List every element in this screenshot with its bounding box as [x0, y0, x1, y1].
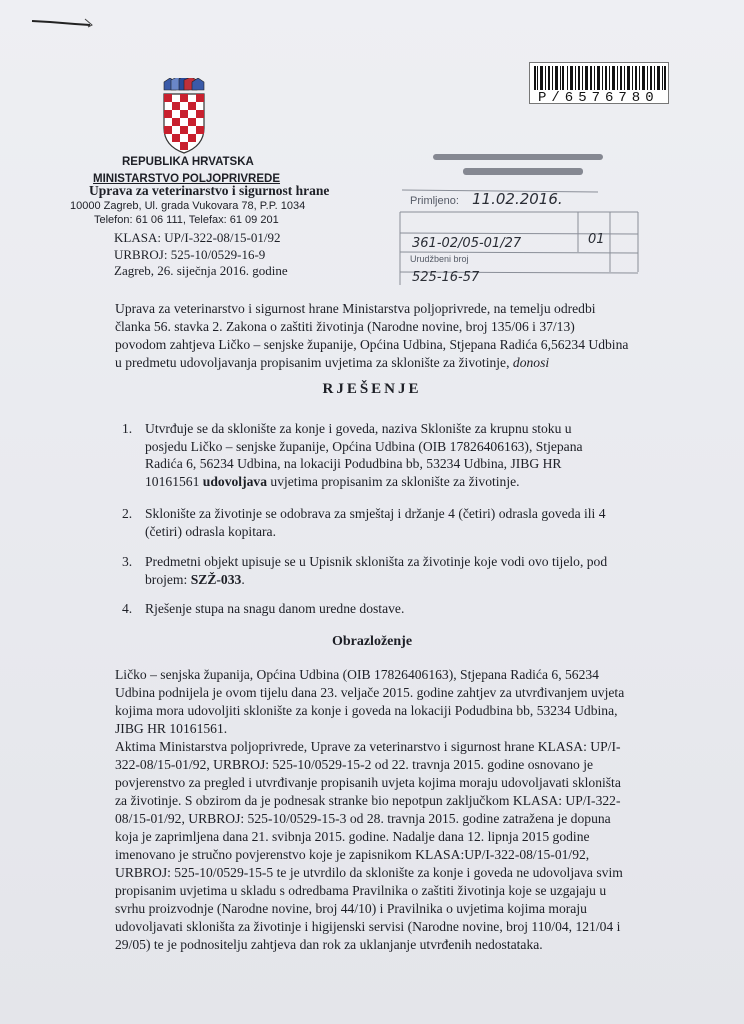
explanation-line: Udbina podnijela je ovom tijelu dana 23. veljače 2015. godine zahtjev za utvrđivanjem uvjeta — [115, 685, 625, 700]
barcode — [529, 62, 669, 104]
explanation-line: udovoljavati skloništa za životinje i higijenski servisi (Narodne novine, broj 110/04, 121/04 i — [115, 919, 621, 934]
klasa: KLASA: UP/I-322-08/15-01/92 — [114, 230, 281, 245]
stamp-org: 01 — [588, 232, 605, 247]
explanation-line: imenovano je stručno povjerenstvo koje je zapisnikom KLASA:UP/I-322-08/15-01/92, — [115, 847, 590, 862]
stamp-class-number: 361-02/05-01/27 — [412, 236, 522, 251]
explanation-line: 08/15-01/92, URBROJ: 525-10/0529-15-3 od 28. travnja 2015. godine zatražena je dopuna — [115, 811, 611, 826]
explanation-line: koja je zaprimljena dana 21. svibnja 2015. godine. Nadalje dana 12. lipnja 2015 godine — [115, 829, 590, 844]
address: 10000 Zagreb, Ul. grada Vukovara 78, P.P. 1034 — [70, 200, 306, 212]
explanation-line: JIBG HR 10161561. — [115, 721, 228, 736]
list-item — [115, 600, 675, 618]
intro-text: u predmetu udovoljavanja propisanim uvjetima za sklonište za životinje, — [115, 355, 513, 370]
item-number: 1. — [122, 421, 133, 436]
item-line: Rješenje stupa na snagu danom uredne dostave. — [145, 601, 405, 616]
item-number: 3. — [122, 554, 133, 569]
item-bold: SZŽ-033 — [190, 571, 242, 587]
list-item — [115, 505, 675, 541]
item-line — [145, 473, 670, 491]
received-stamp — [398, 140, 648, 290]
item-line: Utvrđuje se da sklonište za konje i goveda, naziva Sklonište za krupnu stoku u — [145, 421, 572, 436]
item-line: Radića 6, 56234 Udbina, na lokaciji Podudbina bb, 53234 Udbina, JIBG HR — [145, 456, 562, 472]
item-bold: udovoljava — [202, 473, 267, 489]
directorate-name: Uprava za veterinarstvo i sigurnost hrane — [89, 183, 330, 198]
item-line: Sklonište za životinje se odobrava za smještaj i držanje 4 (četiri) odrasla goveda ili 4 — [145, 506, 606, 521]
barcode-bars — [534, 66, 666, 90]
explanation-line: za životinje. S obzirom da je podnesak stranke bio nepotpun zaključkom KLASA: UP/I-322- — [115, 793, 621, 808]
explanation-line: URBROJ: 525-10/0529-15-5 te je utvrdilo da sklonište za konje i goveda ne udovoljava svim — [115, 865, 623, 880]
intro-line: povodom zahtjeva Ličko – senjske županije, Općina Udbina, Stjepana Radića 6,56234 Udbina — [115, 337, 629, 352]
ministry-name: MINISTARSTVO POLJOPRIVREDE — [93, 173, 281, 185]
item-line — [145, 571, 670, 589]
decision-title: RJEŠENJE — [322, 381, 422, 397]
explanation-line: svrhu proizvodnje (Narodne novine, broj 44/10) i Pravilnika o uvjetima kojima moraju — [115, 901, 587, 916]
item-number: 2. — [122, 506, 133, 521]
item-number: 4. — [122, 601, 133, 616]
explanation-line: Ličko – senjska županija, Općina Udbina (OIB 17826406163), Stjepana Radića 6, 56234 — [115, 667, 599, 682]
barcode-number: P/6576780 — [538, 90, 659, 106]
intro-line — [115, 354, 670, 372]
list-item — [115, 420, 675, 492]
explanation-line: Aktima Ministarstva poljoprivrede, Uprave za veterinarstvo i sigurnost hrane KLASA: UP/I- — [115, 739, 621, 754]
stamp-received-label: Primljeno: — [410, 195, 459, 207]
stamp-org-unit: Urudžbeni broj — [410, 254, 469, 264]
stamp-reg-number: 525-16-57 — [412, 270, 480, 285]
explanation-line: propisanim uvjetima u skladu s odredbama Pravilnika o zaštiti životinja koje se uzgajaju u — [115, 883, 607, 898]
intro-line: članka 56. stavka 2. Zakona o zaštiti životinja (Narodne novine, broj 135/06 i 37/13) — [115, 319, 575, 334]
urbroj: URBROJ: 525-10/0529-16-9 — [114, 247, 266, 262]
item-line: (četiri) odrasla kopitara. — [145, 523, 276, 539]
item-text: uvjetima propisanim za sklonište za životinje. — [267, 473, 520, 489]
document-date: Zagreb, 26. siječnja 2016. godine — [114, 263, 288, 278]
phone-fax: Telefon: 61 06 111, Telefax: 61 09 201 — [94, 214, 279, 226]
explanation-line: 29/05) te je podnositelju zahtjeva dan rok za uklanjanje utvrđenih nedostataka. — [115, 937, 543, 952]
intro-line: Uprava za veterinarstvo i sigurnost hrane Ministarstva poljoprivrede, na temelju odredbi — [115, 301, 596, 316]
pen-mark — [30, 16, 100, 28]
item-text: 10161561 — [145, 473, 203, 489]
list-item — [115, 553, 675, 589]
intro-verb: donosi — [512, 355, 550, 370]
stamp-received-date: 11.02.2016. — [472, 190, 563, 208]
explanation-title: Obrazloženje — [331, 634, 413, 649]
item-line: Predmetni objekt upisuje se u Upisnik skloništa za životinje koje vodi ovo tijelo, pod — [145, 554, 608, 569]
item-text: . — [241, 571, 245, 587]
explanation-line: kojima mora udovoljiti sklonište za konje i goveda na lokaciji Podudbina bb, 53234 Udbina, — [115, 703, 618, 718]
explanation-line: povjerenstvo za pregled i utvrđivanje propisanih uvjeta kojima moraju udovoljavati skloništa — [115, 775, 621, 790]
item-text: brojem: — [145, 571, 191, 587]
item-line: posjedu Ličko – senjske županije, Općina Udbina (OIB 17826406163), Stjepana — [145, 438, 583, 454]
explanation-line: 322-08/15-01/92, URBROJ: 525-10/0529-15-2 od 22. travnja 2015. godine osnovano je — [115, 757, 594, 772]
croatian-coat-of-arms — [162, 78, 206, 154]
country-name: REPUBLIKA HRVATSKA — [122, 156, 254, 168]
